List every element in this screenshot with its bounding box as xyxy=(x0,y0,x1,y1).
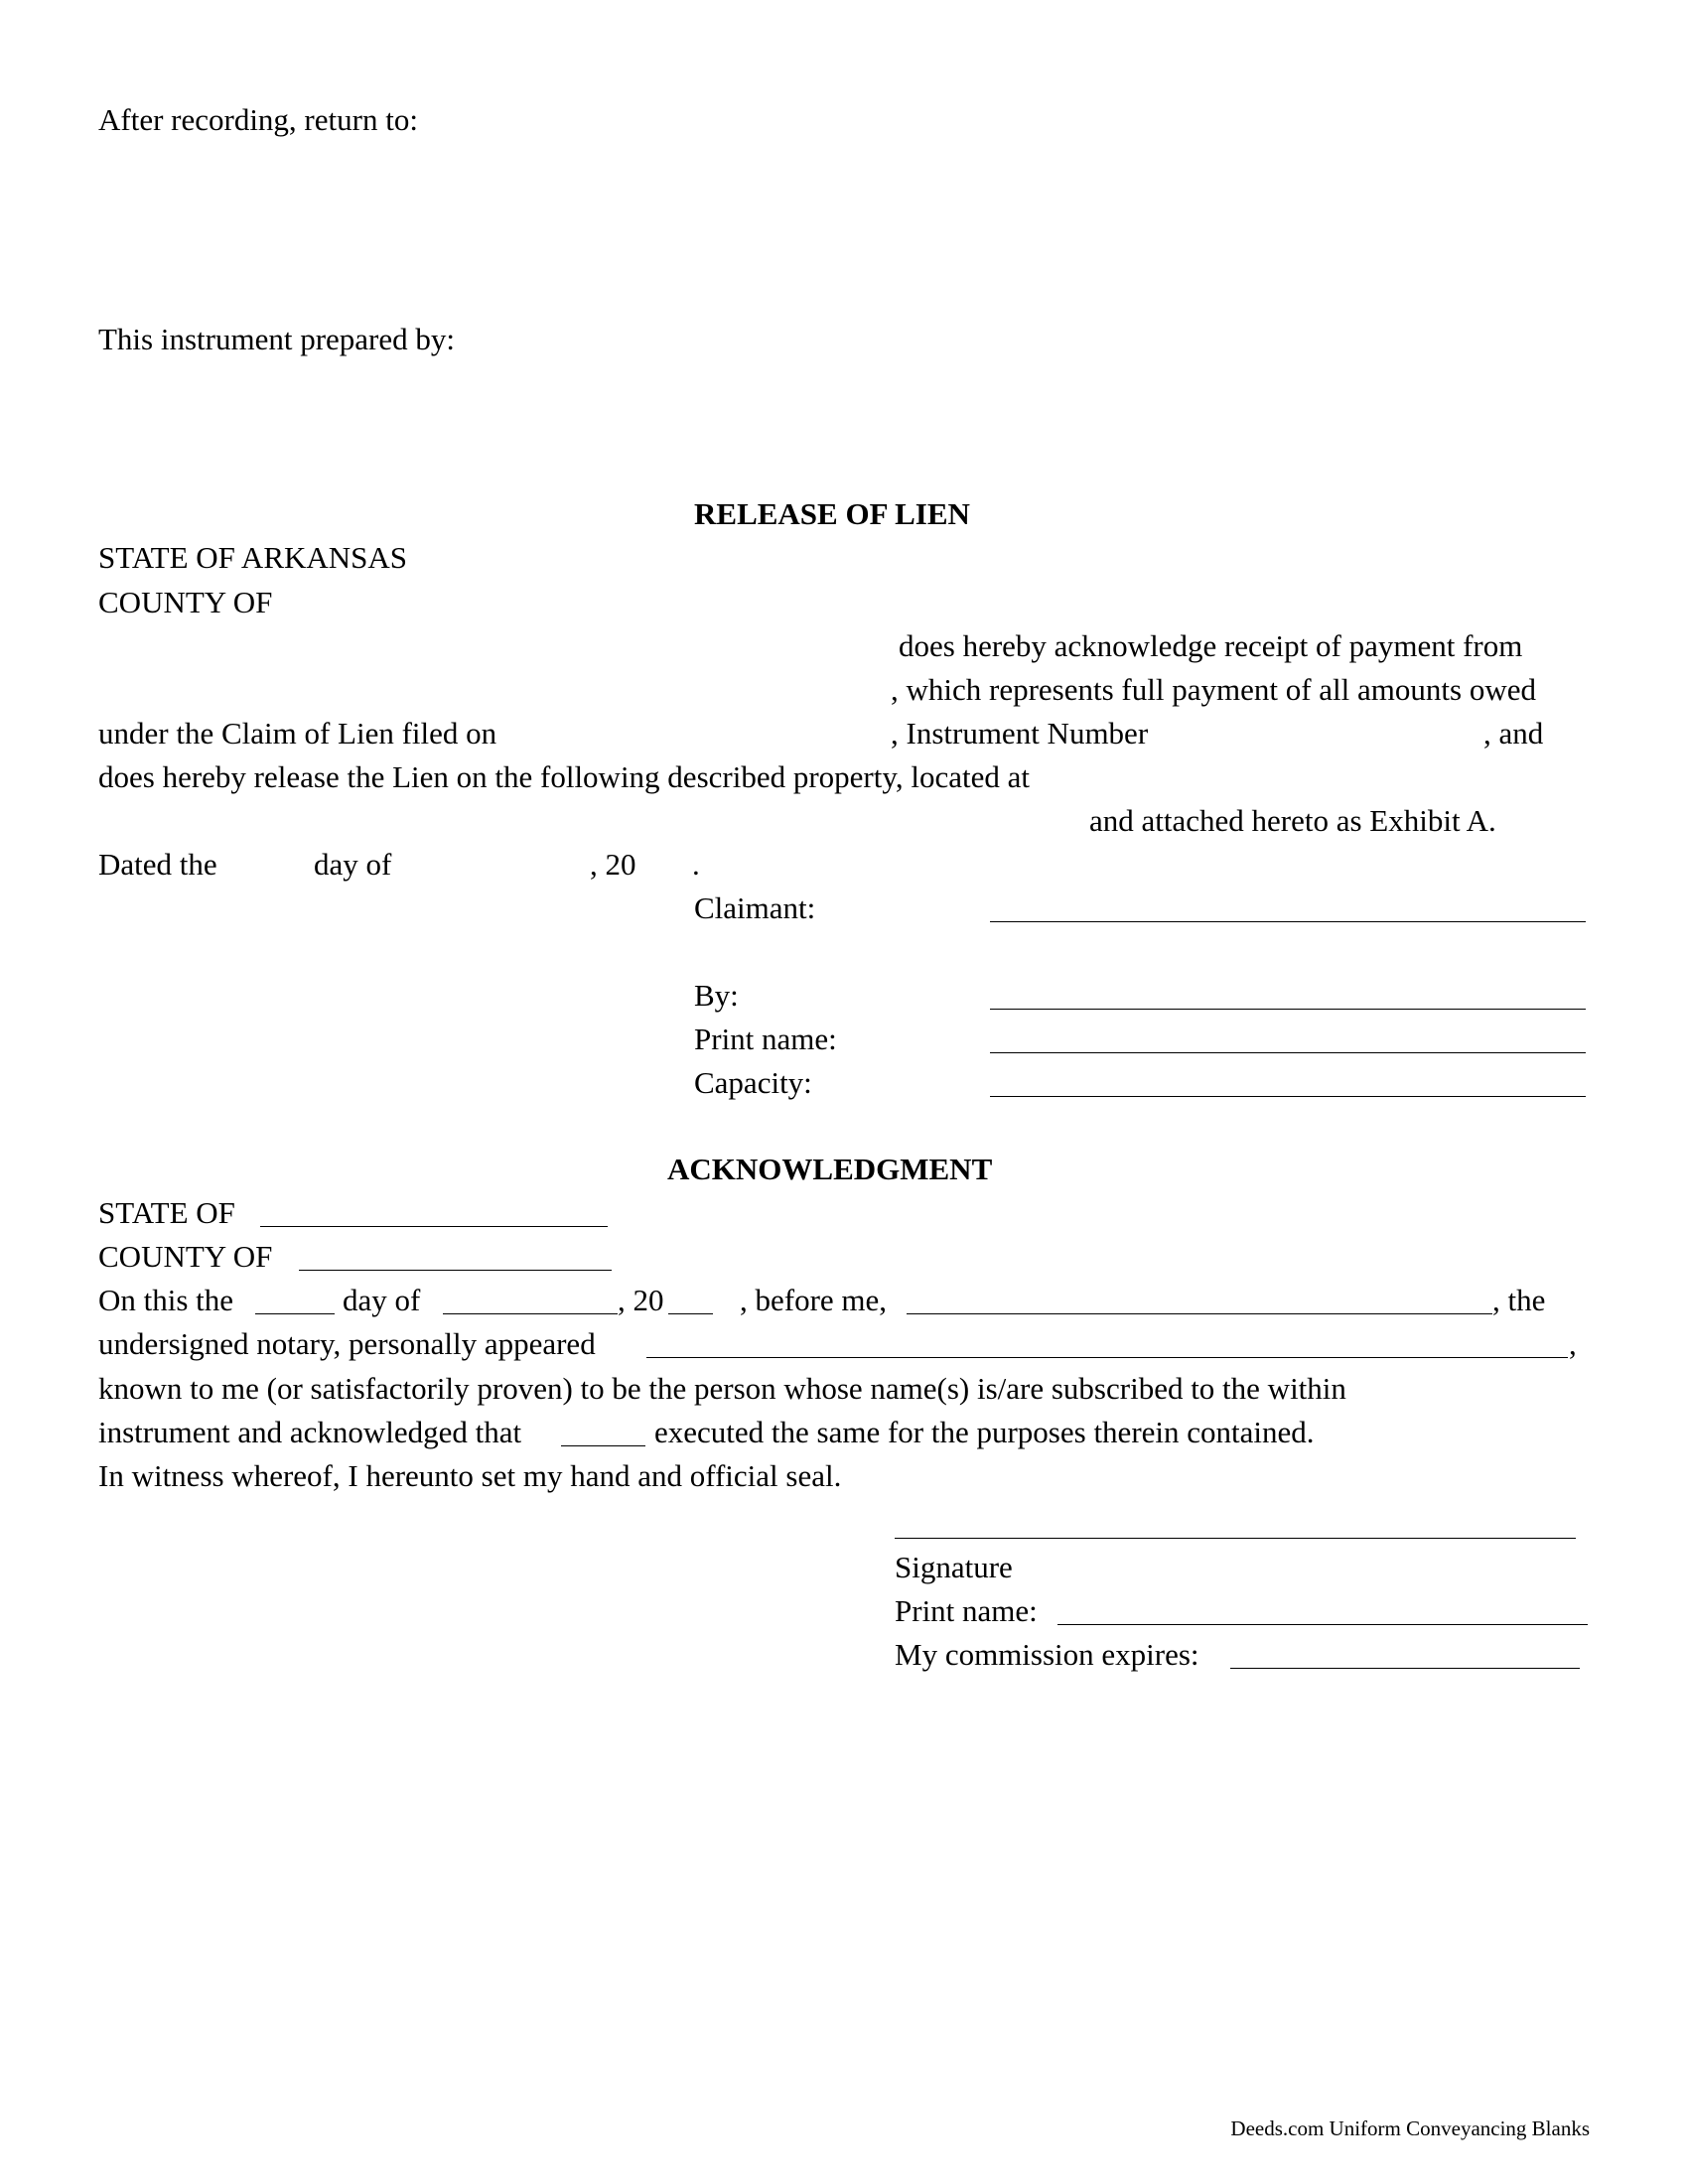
acknowledgment-title: ACKNOWLEDGMENT xyxy=(667,1152,993,1186)
ack-day-of-text: day of xyxy=(343,1283,421,1317)
prepared-by-label: This instrument prepared by: xyxy=(98,322,455,356)
ack-receipt-text: does hereby acknowledge receipt of payment from xyxy=(899,628,1523,663)
footer-text: Deeds.com Uniform Conveyancing Blanks xyxy=(1230,2116,1590,2140)
release-text: does hereby release the Lien on the following described property, located at xyxy=(98,759,1030,794)
before-me-text: , before me, xyxy=(740,1283,888,1317)
ack-county-label: COUNTY OF xyxy=(98,1239,273,1274)
dated-period: . xyxy=(692,847,700,882)
commission-line[interactable] xyxy=(1230,1668,1580,1669)
day-of-text: day of xyxy=(314,847,392,882)
print-name-label: Print name: xyxy=(694,1022,837,1056)
ack-year-line[interactable] xyxy=(668,1313,713,1314)
full-payment-text: , which represents full payment of all amounts owed xyxy=(891,672,1536,707)
pronoun-line[interactable] xyxy=(561,1445,645,1446)
known-line-text: known to me (or satisfactorily proven) to be the person whose name(s) is/are subscribed to the within xyxy=(98,1371,1346,1406)
claim-filed-on-text: under the Claim of Lien filed on xyxy=(98,716,497,751)
witness-text: In witness whereof, I hereunto set my hand and official seal. xyxy=(98,1458,842,1493)
state-line: STATE OF ARKANSAS xyxy=(98,540,408,575)
capacity-line[interactable] xyxy=(990,1096,1586,1097)
by-label: By: xyxy=(694,978,739,1013)
ack-county-line[interactable] xyxy=(299,1270,612,1271)
instrument-ack-text: instrument and acknowledged that xyxy=(98,1415,522,1449)
claimant-signature-line[interactable] xyxy=(990,921,1586,922)
notary-print-name-label: Print name: xyxy=(895,1593,1038,1628)
the-text: , the xyxy=(1492,1283,1546,1317)
notary-print-name-line[interactable] xyxy=(1057,1624,1588,1625)
before-me-line[interactable] xyxy=(907,1313,1492,1314)
dated-the-text: Dated the xyxy=(98,847,217,882)
capacity-label: Capacity: xyxy=(694,1065,812,1100)
return-to-label: After recording, return to: xyxy=(98,102,418,137)
on-this-the-text: On this the xyxy=(98,1283,234,1317)
undersigned-text: undersigned notary, personally appeared xyxy=(98,1326,596,1361)
ack-state-label: STATE OF xyxy=(98,1195,235,1230)
claimant-label: Claimant: xyxy=(694,890,816,925)
executed-text: executed the same for the purposes therein contained. xyxy=(654,1415,1315,1449)
ack-year-prefix: , 20 xyxy=(618,1283,664,1317)
year-prefix-text: , 20 xyxy=(590,847,636,882)
appeared-name-line[interactable] xyxy=(646,1357,1568,1358)
print-name-line[interactable] xyxy=(990,1052,1586,1053)
ack-month-line[interactable] xyxy=(443,1313,618,1314)
county-line: COUNTY OF xyxy=(98,585,273,619)
signature-label: Signature xyxy=(895,1550,1013,1584)
ack-day-line[interactable] xyxy=(255,1313,335,1314)
commission-label: My commission expires: xyxy=(895,1637,1199,1672)
instrument-number-text: , Instrument Number xyxy=(891,716,1149,751)
by-signature-line[interactable] xyxy=(990,1009,1586,1010)
and-text: , and xyxy=(1483,716,1544,751)
notary-signature-line[interactable] xyxy=(895,1538,1576,1539)
appeared-comma: , xyxy=(1569,1326,1577,1361)
release-title: RELEASE OF LIEN xyxy=(694,496,970,531)
ack-state-line[interactable] xyxy=(260,1226,608,1227)
exhibit-text: and attached hereto as Exhibit A. xyxy=(1089,803,1496,838)
